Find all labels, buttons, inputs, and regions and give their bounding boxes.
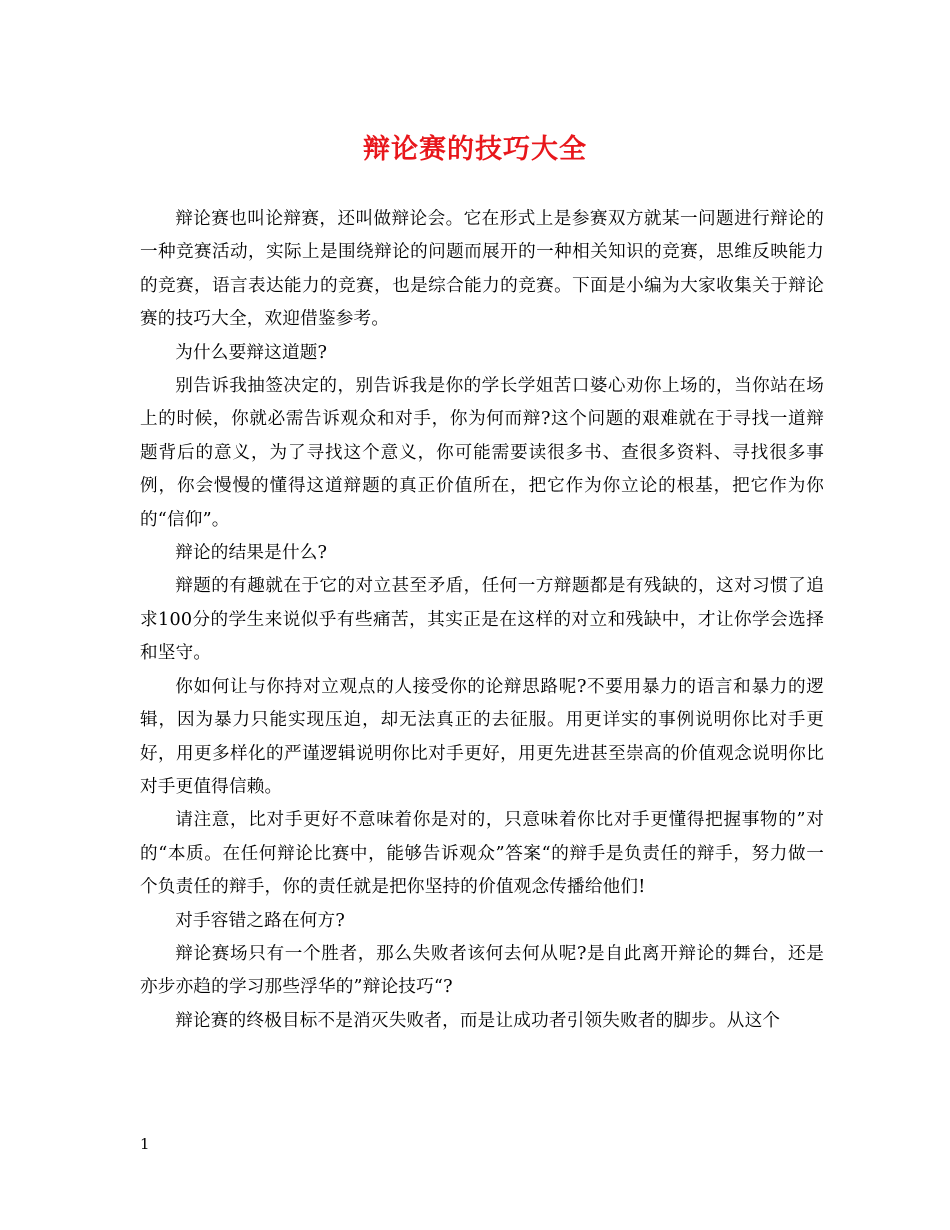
paragraph-opponent: 辩论赛场只有一个胜者，那么失败者该何去何从呢?是自此离开辩论的舞台，还是亦步亦趋的学习那些浮华的”辩论技巧“?: [140, 943, 824, 998]
paragraph-heading-why: 为什么要辩这道题?: [175, 342, 328, 363]
document-body: [140, 203, 824, 1038]
document-title: 辩论赛的技巧大全: [363, 134, 587, 165]
paragraph-heading-result: 辩论的结果是什么?: [175, 543, 328, 564]
paragraph-result: 辩题的有趣就在于它的对立甚至矛盾，任何一方辩题都是有残缺的，这对习惯了追求100分的学生来说似乎有些痛苦，其实正是在这样的对立和残缺中，才让你学会选择和坚守。: [140, 576, 824, 664]
paragraph-persuade: 你如何让与你持对立观点的人接受你的论辩思路呢?不要用暴力的语言和暴力的逻辑，因为暴力只能实现压迫，却无法真正的去征服。用更详实的事例说明你比对手更好，用更多样化的严谨逻辑说明你比对手更好，用更先进甚至崇高的价值观念说明你比对手更值得信赖。: [140, 676, 824, 797]
paragraph-note: 请注意，比对手更好不意味着你是对的，只意味着你比对手更懂得把握事物的”对的“本质。在任何辩论比赛中，能够告诉观众”答案“的辩手是负责任的辩手，努力做一个负责任的辩手，你的责任就是把你坚持的价值观念传播给他们!: [140, 810, 824, 898]
paragraph-intro: 辩论赛也叫论辩赛，还叫做辩论会。它在形式上是参赛双方就某一问题进行辩论的一种竞赛活动，实际上是围绕辩论的问题而展开的一种相关知识的竞赛，思维反映能力的竞赛，语言表达能力的竞赛，也是综合能力的竞赛。下面是小编为大家收集关于辩论赛的技巧大全，欢迎借鉴参考。: [140, 209, 824, 330]
paragraph-goal: 辩论赛的终极目标不是消灭失败者，而是让成功者引领失败者的脚步。从这个: [175, 1010, 781, 1031]
paragraph-heading-opponent: 对手容错之路在何方?: [175, 910, 345, 931]
page-number: 1: [140, 1135, 150, 1153]
paragraph-why: 别告诉我抽签决定的，别告诉我是你的学长学姐苦口婆心劝你上场的，当你站在场上的时候，你就必需告诉观众和对手，你为何而辩?这个问题的艰难就在于寻找一道辩题背后的意义，为了寻找这个意义，你可能需要读很多书、查很多资料、寻找很多事例，你会慢慢的懂得这道辩题的真正价值所在，把它作为你立论的根基，把它作为你的“信仰”。: [140, 376, 824, 530]
